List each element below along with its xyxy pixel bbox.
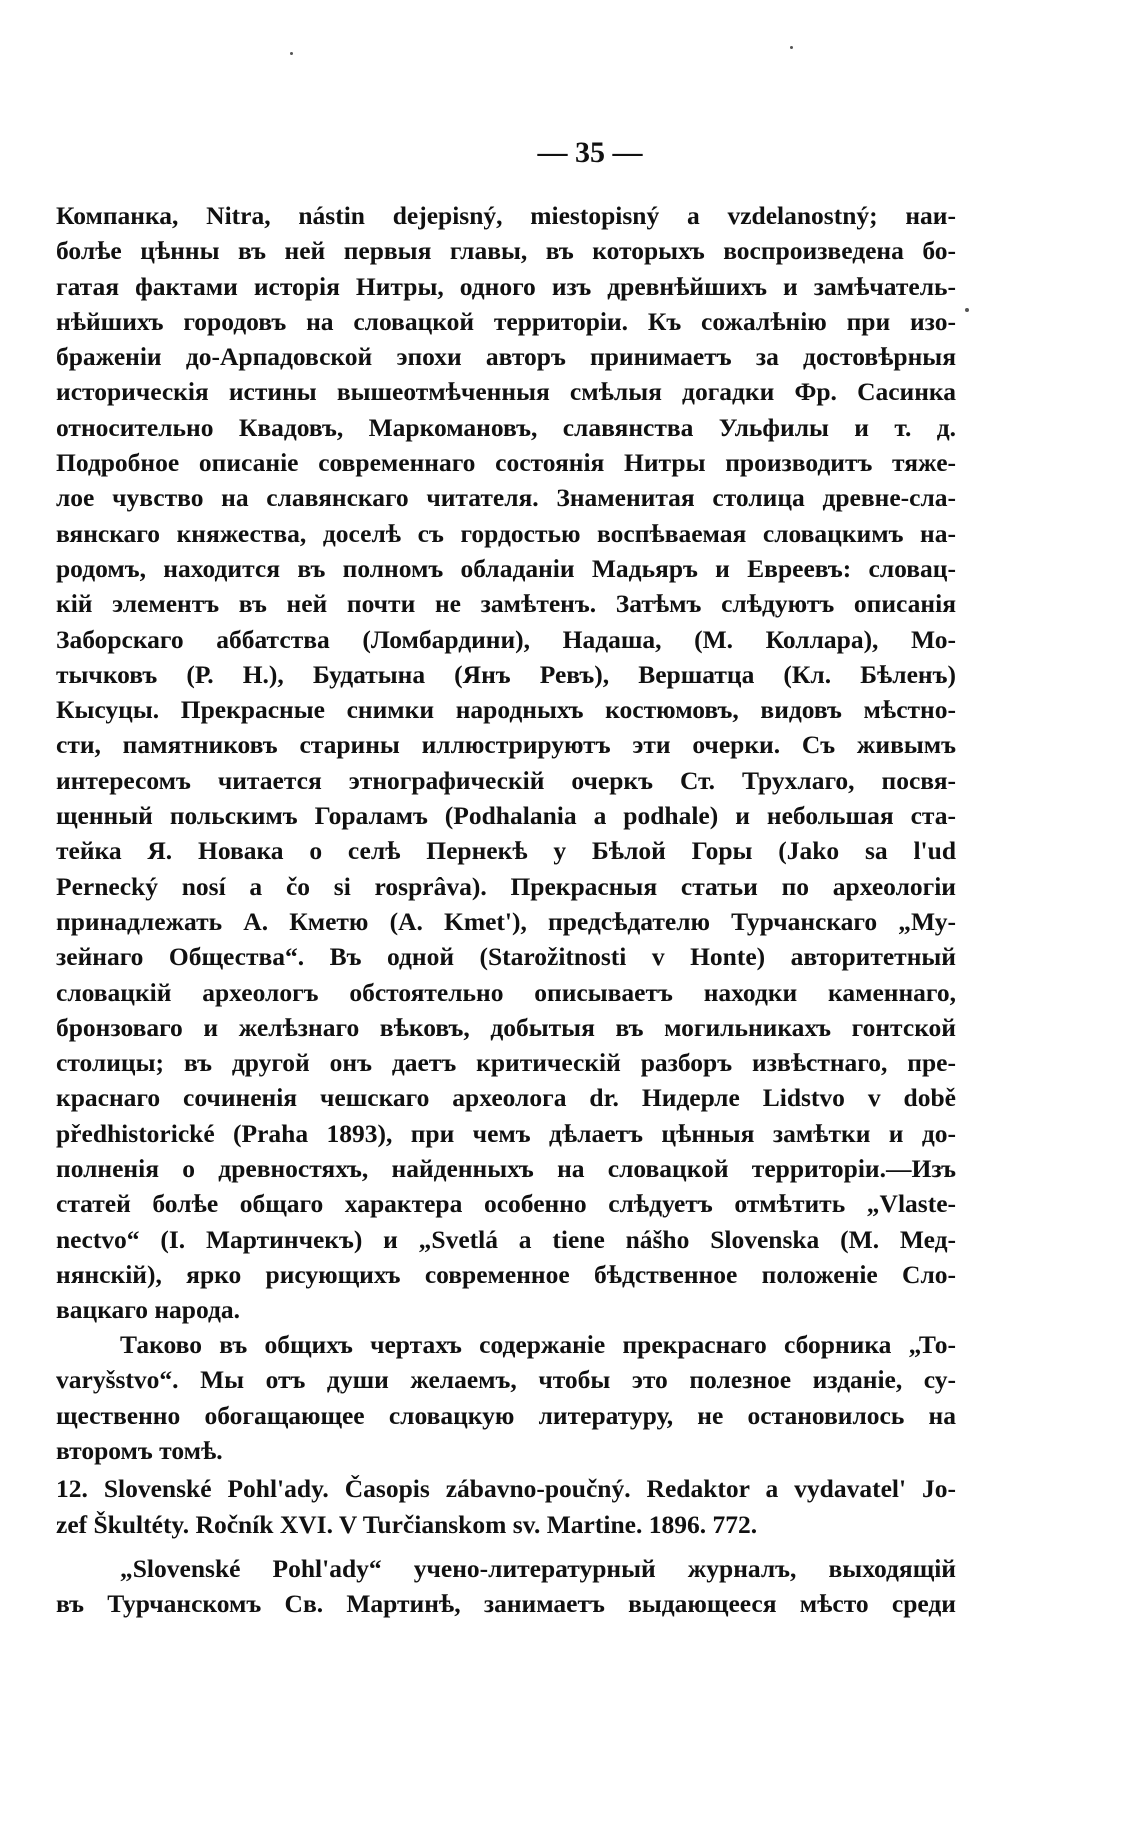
text-line: вянскаго княжества, доселѣ съ гордостью воспѣваемая словацкимъ на- xyxy=(56,518,956,548)
text-line: браженіи до-Арпадовской эпохи авторъ принимаетъ за достовѣрныя xyxy=(56,342,956,372)
text-line: въ Турчанскомъ Св. Мартинѣ, занимаетъ выдающееся мѣсто среди xyxy=(56,1589,956,1619)
text-line: столицы; въ другой онъ даетъ критическій разборъ извѣстнаго, пре- xyxy=(56,1048,956,1078)
scan-speck xyxy=(965,308,969,312)
text-line: Заборскаго аббатства (Ломбардини), Надаша, (М. Коллара), Мо- xyxy=(56,624,956,654)
text-line: „Slovenské Pohl'ady“ учено-литературный журналъ, выходящій xyxy=(120,1554,956,1583)
paragraph-2 xyxy=(56,1327,956,1468)
text-line: сти, памятниковъ старины иллюстрируютъ эти очерки. Съ живымъ xyxy=(56,730,956,760)
text-line: 12. Slovenské Pohl'ady. Časopis zábavno-poučný. Redaktor a vydavatel' Jo- xyxy=(56,1474,956,1503)
text-line: Pernecký nosí a čo si rosprâva). Прекрасныя статьи по археологіи xyxy=(56,871,956,901)
text-line: Компанка, Nitra, nástin dejepisný, miestopisný a vzdelanostný; наи- xyxy=(56,201,956,230)
text-line: полненія о древностяхъ, найденныхъ на словацкой территоріи.—Изъ xyxy=(56,1154,956,1184)
text-line: тейка Я. Новака о селѣ Пернекѣ у Бѣлой Горы (Jako sa l'ud xyxy=(56,836,956,866)
text-line: зейнаго Общества“. Въ одной (Starožitnosti v Honte) авторитетный xyxy=(56,942,956,972)
scan-speck xyxy=(290,52,293,55)
text-line: историческія истины вышеотмѣченныя смѣлыя догадки Фр. Сасинка xyxy=(56,377,956,407)
text-line: относительно Квадовъ, Маркомановъ, славянства Ульфилы и т. д. xyxy=(56,412,956,442)
text-line: болѣе цѣнны въ ней первыя главы, въ которыхъ воспроизведена бо- xyxy=(56,236,956,266)
text-line: zef Škultéty. Ročník XVI. V Turčianskom sv. Martine. 1896. 772. xyxy=(56,1510,758,1539)
text-line: Кысуцы. Прекрасные снимки народныхъ костюмовъ, видовъ мѣстно- xyxy=(56,695,956,725)
text-line: статей болѣе общаго характера особенно слѣдуетъ отмѣтить „Vlaste- xyxy=(56,1189,956,1219)
text-line: бронзоваго и желѣзнаго вѣковъ, добытыя въ могильникахъ гонтской xyxy=(56,1012,956,1042)
text-line: щенный польскимъ Гораламъ (Podhalania a podhale) и небольшая ста- xyxy=(56,801,956,831)
text-line: Таково въ общихъ чертахъ содержаніе прекраснаго сборника „То- xyxy=(120,1330,956,1359)
text-line: Подробное описаніе современнаго состоянія Нитры производитъ тяже- xyxy=(56,448,956,478)
text-line: второмъ томѣ. xyxy=(56,1435,223,1465)
text-line: словацкій археологъ обстоятельно описываетъ находки каменнаго, xyxy=(56,977,956,1007)
text-line: нѣйшихъ городовъ на словацкой территоріи. Къ сожалѣнію при изо- xyxy=(56,306,956,336)
scan-speck xyxy=(790,46,793,49)
text-line: кій элементъ въ ней почти не замѣтенъ. Затѣмъ слѣдуютъ описанія xyxy=(56,589,956,619)
text-line: родомъ, находится въ полномъ обладаніи Мадьяръ и Евреевъ: словац- xyxy=(56,553,956,583)
text-line: принадлежать А. Кметю (A. Kmet'), предсѣдателю Турчанскаго „Му- xyxy=(56,906,956,936)
text-line: лое чувство на славянскаго читателя. Знаменитая столица древне-сла- xyxy=(56,483,956,513)
text-line: předhistorické (Praha 1893), при чемъ дѣлаетъ цѣнныя замѣтки и до- xyxy=(56,1118,956,1148)
text-line: вацкаго народа. xyxy=(56,1295,241,1325)
text-line: щественно обогащающее словацкую литературу, не остановилось на xyxy=(56,1400,956,1430)
text-line: гатая фактами исторія Нитры, одного изъ древнѣйшихъ и замѣчатель- xyxy=(56,271,956,301)
text-line: varyšstvo“. Мы отъ души желаемъ, чтобы это полезное изданіе, су- xyxy=(56,1365,956,1395)
page-number: — 35 — xyxy=(537,136,643,169)
paragraph-1 xyxy=(56,198,956,1328)
text-line: нянскій), ярко рисующихъ современное бѣдственное положеніе Сло- xyxy=(56,1259,956,1289)
text-line: nectvo“ (I. Мартинчекъ) и „Svetlá a tiene nášho Slovenska (М. Мед- xyxy=(56,1224,956,1254)
text-line: краснаго сочиненія чешскаго археолога dr. Нидерле Lidstvo v době xyxy=(56,1083,956,1113)
text-line: интересомъ читается этнографическій очеркъ Ст. Трухлаго, посвя- xyxy=(56,765,956,795)
paragraph-3 xyxy=(56,1551,956,1622)
text-line: тычковъ (Р. Н.), Будатына (Янъ Ревъ), Вершатца (Кл. Бѣленъ) xyxy=(56,659,956,689)
bibliography-entry-12 xyxy=(56,1471,956,1543)
